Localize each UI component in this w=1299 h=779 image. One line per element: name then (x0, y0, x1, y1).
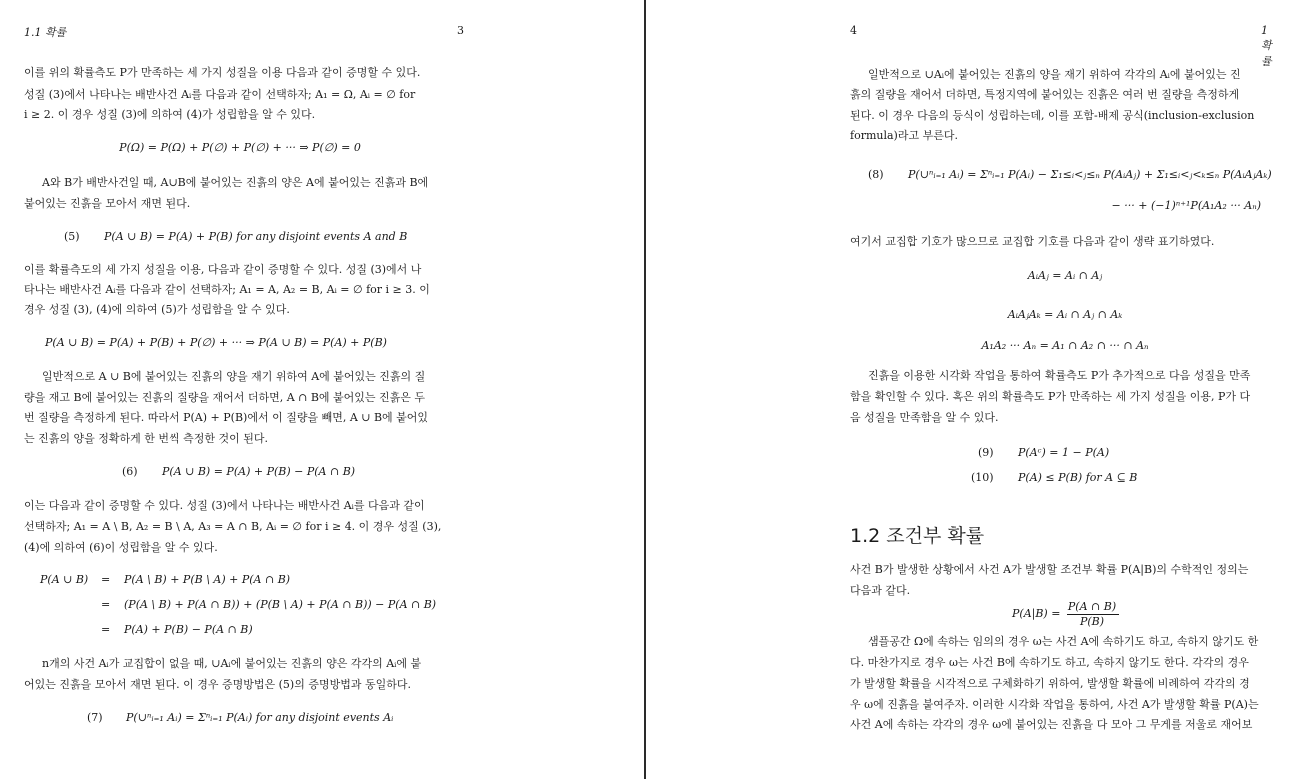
right-page (646, 0, 1299, 779)
right-page-number: 4 (850, 24, 857, 37)
text-line: 량을 재고 B에 붙어있는 진흙의 질량을 재어서 더하면, A ∩ B에 붙어있는 진흙은 두 (24, 391, 426, 404)
text-line: 다. 마찬가지로 경우 ω는 사건 B에 속하기도 하고, 속하지 않기도 한다. 각각의 경우 (850, 656, 1249, 669)
text-line: 흙의 질량을 재어서 더하면, 특정지역에 붙어있는 진흙은 여러 번 질량을 측정하게 (850, 88, 1240, 101)
text-line: 된다. 이 경우 다음의 등식이 성립하는데, 이를 포함-배제 공식(inclusion-exclusion (850, 109, 1255, 122)
equation: P(A \ B) + P(B \ A) + P(A ∩ B) (124, 573, 291, 586)
text-line: 여기서 교집합 기호가 많으므로 교집합 기호를 다음과 같이 생략 표기하였다. (850, 235, 1215, 248)
text-line: 성질 (3)에서 나타나는 배반사건 Aᵢ를 다음과 같이 선택하자; A₁ = Ω, Aᵢ = ∅ for (24, 88, 416, 101)
text-line: 이를 위의 확률측도 P가 만족하는 세 가지 성질을 이용 다음과 같이 증명할 수 있다. (24, 66, 421, 79)
equation: P(A ∪ B) = P(A) + P(B) − P(A ∩ B) (162, 465, 356, 478)
text-line: (4)에 의하여 (6)이 성립함을 알 수 있다. (24, 541, 218, 554)
text-line: 는 진흙의 양을 정확하게 한 번씩 측정한 것이 된다. (24, 432, 268, 445)
text-line: 타나는 배반사건 Aᵢ를 다음과 같이 선택하자; A₁ = A, A₂ = B, Aᵢ = ∅ for i ≥ 3. 이 (24, 283, 430, 296)
equation: P(Ω) = P(Ω) + P(∅) + P(∅) + ··· ⇒ P(∅) = 0 (119, 141, 361, 154)
text-line: n개의 사건 Aᵢ가 교집합이 없을 때, ∪Aᵢ에 붙어있는 진흙의 양은 각각의 Aᵢ에 붙 (42, 657, 422, 670)
text-line: 가 발생할 확률을 시각적으로 구체화하기 위하여, 발생할 확률에 비례하여 각각의 경 (850, 677, 1250, 690)
equation: P(∪ⁿᵢ₌₁ Aᵢ) = Σⁿᵢ₌₁ P(Aᵢ) for any disjoint events Aᵢ (126, 711, 394, 724)
text-line: 일반적으로 A ∪ B에 붙어있는 진흙의 양을 재기 위하여 A에 붙어있는 진흙의 질 (42, 370, 426, 383)
equals-sign: = (101, 573, 111, 586)
equation: P(Aᶜ) = 1 − P(A) (1018, 446, 1110, 459)
equation-number-8: (8) (868, 168, 884, 181)
equation-lhs: P(A|B) = (1012, 607, 1061, 620)
text-line: 진흙을 이용한 시각화 작업을 통하여 확률측도 P가 추가적으로 다음 성질을 만족 (868, 369, 1251, 382)
text-line: formula)라고 부른다. (850, 129, 958, 142)
equation: P(A) ≤ P(B) for A ⊆ B (1018, 471, 1138, 484)
equation: P(∪ⁿᵢ₌₁ Aᵢ) = Σⁿᵢ₌₁ P(Aᵢ) − Σ₁≤ᵢ<ⱼ≤ₙ P(AᵢAⱼ) + Σ₁≤ᵢ<ⱼ<ₖ≤ₙ P(AᵢAⱼAₖ) (908, 168, 1272, 181)
text-line: 이를 확률측도의 세 가지 성질을 이용, 다음과 같이 증명할 수 있다. 성질 (3)에서 나 (24, 263, 422, 276)
text-line: 함을 확인할 수 있다. 혹은 위의 확률측도 P가 만족하는 세 가지 성질을 이용, P가 다 (850, 390, 1251, 403)
text-line: 일반적으로 ∪Aᵢ에 붙어있는 진흙의 양을 재기 위하여 각각의 Aᵢ에 붙어있는 진 (868, 68, 1241, 81)
section-heading: 1.2 조건부 확률 (850, 525, 985, 547)
text-line: i ≥ 2. 이 경우 성질 (3)에 의하여 (4)가 성립함을 알 수 있다. (24, 108, 316, 121)
fraction-numerator: P(A ∩ B) (1067, 600, 1117, 613)
equation-number-6: (6) (122, 465, 138, 478)
text-line: 붙어있는 진흙을 모아서 재면 된다. (24, 197, 191, 210)
equation-number-7: (7) (87, 711, 103, 724)
text-line: 다음과 같다. (850, 584, 911, 597)
text-line: 어있는 진흙을 모아서 재면 된다. 이 경우 증명방법은 (5)의 증명방법과 동일하다. (24, 678, 411, 691)
left-page-number: 3 (457, 24, 464, 37)
text-line: 경우 성질 (3), (4)에 의하여 (5)가 성립함을 알 수 있다. (24, 303, 290, 316)
equation-number-10: (10) (971, 471, 994, 484)
text-line: 선택하자; A₁ = A \ B, A₂ = B \ A, A₃ = A ∩ B, Aᵢ = ∅ for i ≥ 4. 이 경우 성질 (3), (24, 520, 442, 533)
text-line: 이는 다음과 같이 증명할 수 있다. 성질 (3)에서 나타나는 배반사건 Aᵢ를 다음과 같이 (24, 499, 425, 512)
equation: P(A) + P(B) − P(A ∩ B) (124, 623, 253, 636)
equation-lhs: P(A ∪ B) (40, 573, 89, 586)
left-page (0, 0, 644, 779)
equation: (P(A \ B) + P(A ∩ B)) + (P(B \ A) + P(A ∩ B)) − P(A ∩ B) (124, 598, 437, 611)
equation: AᵢAⱼAₖ = Aᵢ ∩ Aⱼ ∩ Aₖ (1007, 308, 1123, 321)
text-line: 음 성질을 만족함을 알 수 있다. (850, 411, 999, 424)
equation: P(A ∪ B) = P(A) + P(B) + P(∅) + ··· ⇒ P(A ∪ B) = P(A) + P(B) (45, 336, 387, 349)
equation: A₁A₂ ··· Aₙ = A₁ ∩ A₂ ∩ ··· ∩ Aₙ (981, 339, 1149, 352)
equation-number-5: (5) (64, 230, 80, 243)
equation-number-9: (9) (978, 446, 994, 459)
equation: AᵢAⱼ = Aᵢ ∩ Aⱼ (1027, 269, 1103, 282)
right-running-head: 1 확률 (1261, 24, 1272, 68)
text-line: 번 질량을 측정하게 된다. 따라서 P(A) + P(B)에서 이 질량을 빼면, A ∪ B에 붙어있 (24, 411, 429, 424)
text-line: 사건 B가 발생한 상황에서 사건 A가 발생할 조건부 확률 P(A|B)의 수학적인 정의는 (850, 563, 1249, 576)
equation: P(A ∪ B) = P(A) + P(B) for any disjoint events A and B (104, 230, 408, 243)
text-line: 우 ω에 진흙을 붙여주자. 이러한 시각화 작업을 통하여, 사건 A가 발생할 확률 P(A)는 (850, 698, 1259, 711)
left-running-head: 1.1 확률 (24, 26, 67, 39)
text-line: 샘플공간 Ω에 속하는 임의의 경우 ω는 사건 A에 속하기도 하고, 속하지 않기도 한 (868, 635, 1259, 648)
equals-sign: = (101, 623, 111, 636)
equation: − ··· + (−1)ⁿ⁺¹P(A₁A₂ ··· Aₙ) (1111, 199, 1261, 212)
text-line: A와 B가 배반사건일 때, A∪B에 붙어있는 진흙의 양은 A에 붙어있는 진흙과 B에 (42, 176, 429, 189)
equals-sign: = (101, 598, 111, 611)
fraction-denominator: P(B) (1079, 615, 1105, 628)
text-line: 사건 A에 속하는 각각의 경우 ω에 붙어있는 진흙을 다 모아 그 무게를 저울로 재어보 (850, 718, 1253, 731)
